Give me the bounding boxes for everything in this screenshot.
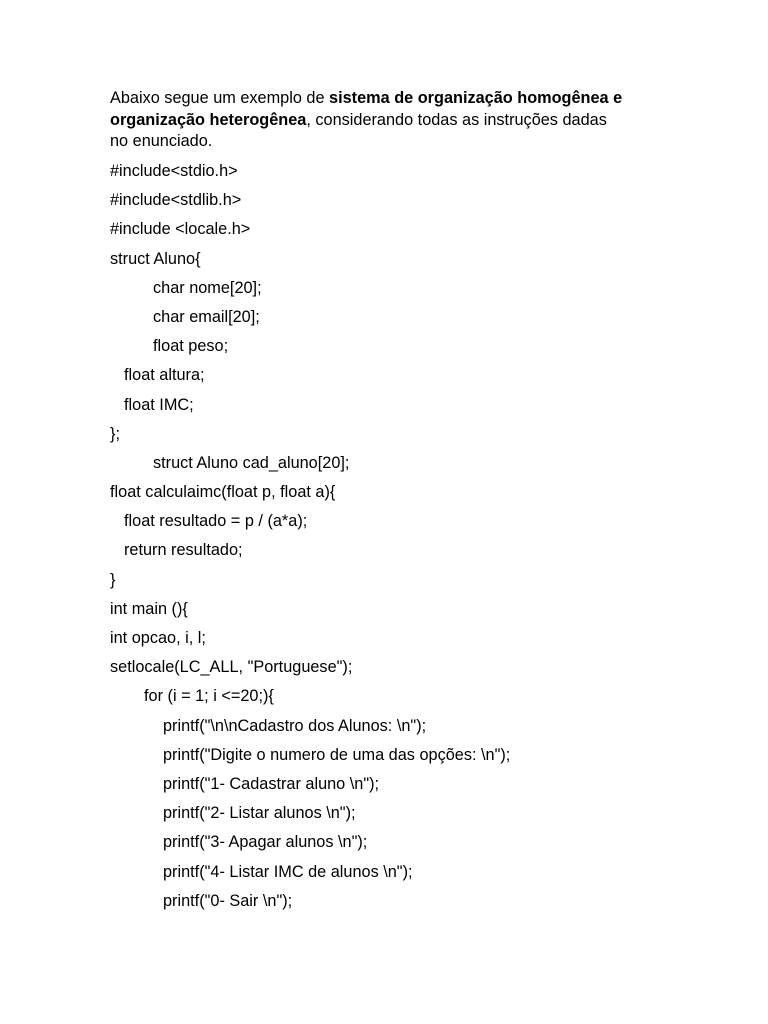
code-line: return resultado; bbox=[124, 541, 243, 560]
intro-rest-line3: no enunciado. bbox=[110, 132, 213, 150]
code-line: printf("1- Cadastrar aluno \n"); bbox=[163, 774, 380, 793]
code-line: setlocale(LC_ALL, "Portuguese"); bbox=[110, 658, 353, 677]
code-line: #include <locale.h> bbox=[110, 220, 251, 239]
code-line: char email[20]; bbox=[153, 307, 260, 326]
code-line: struct Aluno cad_aluno[20]; bbox=[153, 453, 350, 472]
code-line: int main (){ bbox=[110, 599, 188, 618]
code-line: int opcao, i, l; bbox=[110, 629, 206, 647]
code-line: #include<stdlib.h> bbox=[110, 191, 242, 210]
code-line: }; bbox=[110, 424, 120, 443]
code-line: printf("2- Listar alunos \n"); bbox=[163, 804, 356, 823]
code-line: float IMC; bbox=[124, 395, 194, 414]
intro-prefix: Abaixo segue um exemplo de bbox=[110, 89, 330, 107]
code-line: float peso; bbox=[153, 337, 229, 356]
code-line: float altura; bbox=[124, 366, 205, 385]
code-line: for (i = 1; i <=20;){ bbox=[144, 687, 274, 706]
code-line: printf("Digite o numero de uma das opções: \n"); bbox=[163, 745, 511, 764]
intro-rest-line2: , considerando todas as instruções dadas bbox=[306, 110, 607, 129]
code-line: printf("4- Listar IMC de alunos \n"); bbox=[163, 862, 413, 881]
code-line: printf("\n\nCadastro dos Alunos: \n"); bbox=[163, 716, 427, 735]
code-line: struct Aluno{ bbox=[110, 249, 201, 268]
code-line: #include<stdio.h> bbox=[110, 162, 238, 180]
code-line: char nome[20]; bbox=[153, 278, 262, 297]
code-line: printf("3- Apagar alunos \n"); bbox=[163, 833, 368, 852]
code-line: printf("0- Sair \n"); bbox=[163, 891, 293, 910]
code-line: float calculaimc(float p, float a){ bbox=[110, 483, 336, 502]
code-block bbox=[110, 160, 710, 919]
intro-bold-term-1: sistema de organização homogênea e bbox=[329, 89, 623, 107]
intro-paragraph bbox=[110, 88, 670, 153]
code-line: float resultado = p / (a*a); bbox=[124, 512, 308, 531]
code-line: } bbox=[110, 570, 116, 589]
intro-bold-term-2: organização heterogênea bbox=[110, 110, 307, 129]
